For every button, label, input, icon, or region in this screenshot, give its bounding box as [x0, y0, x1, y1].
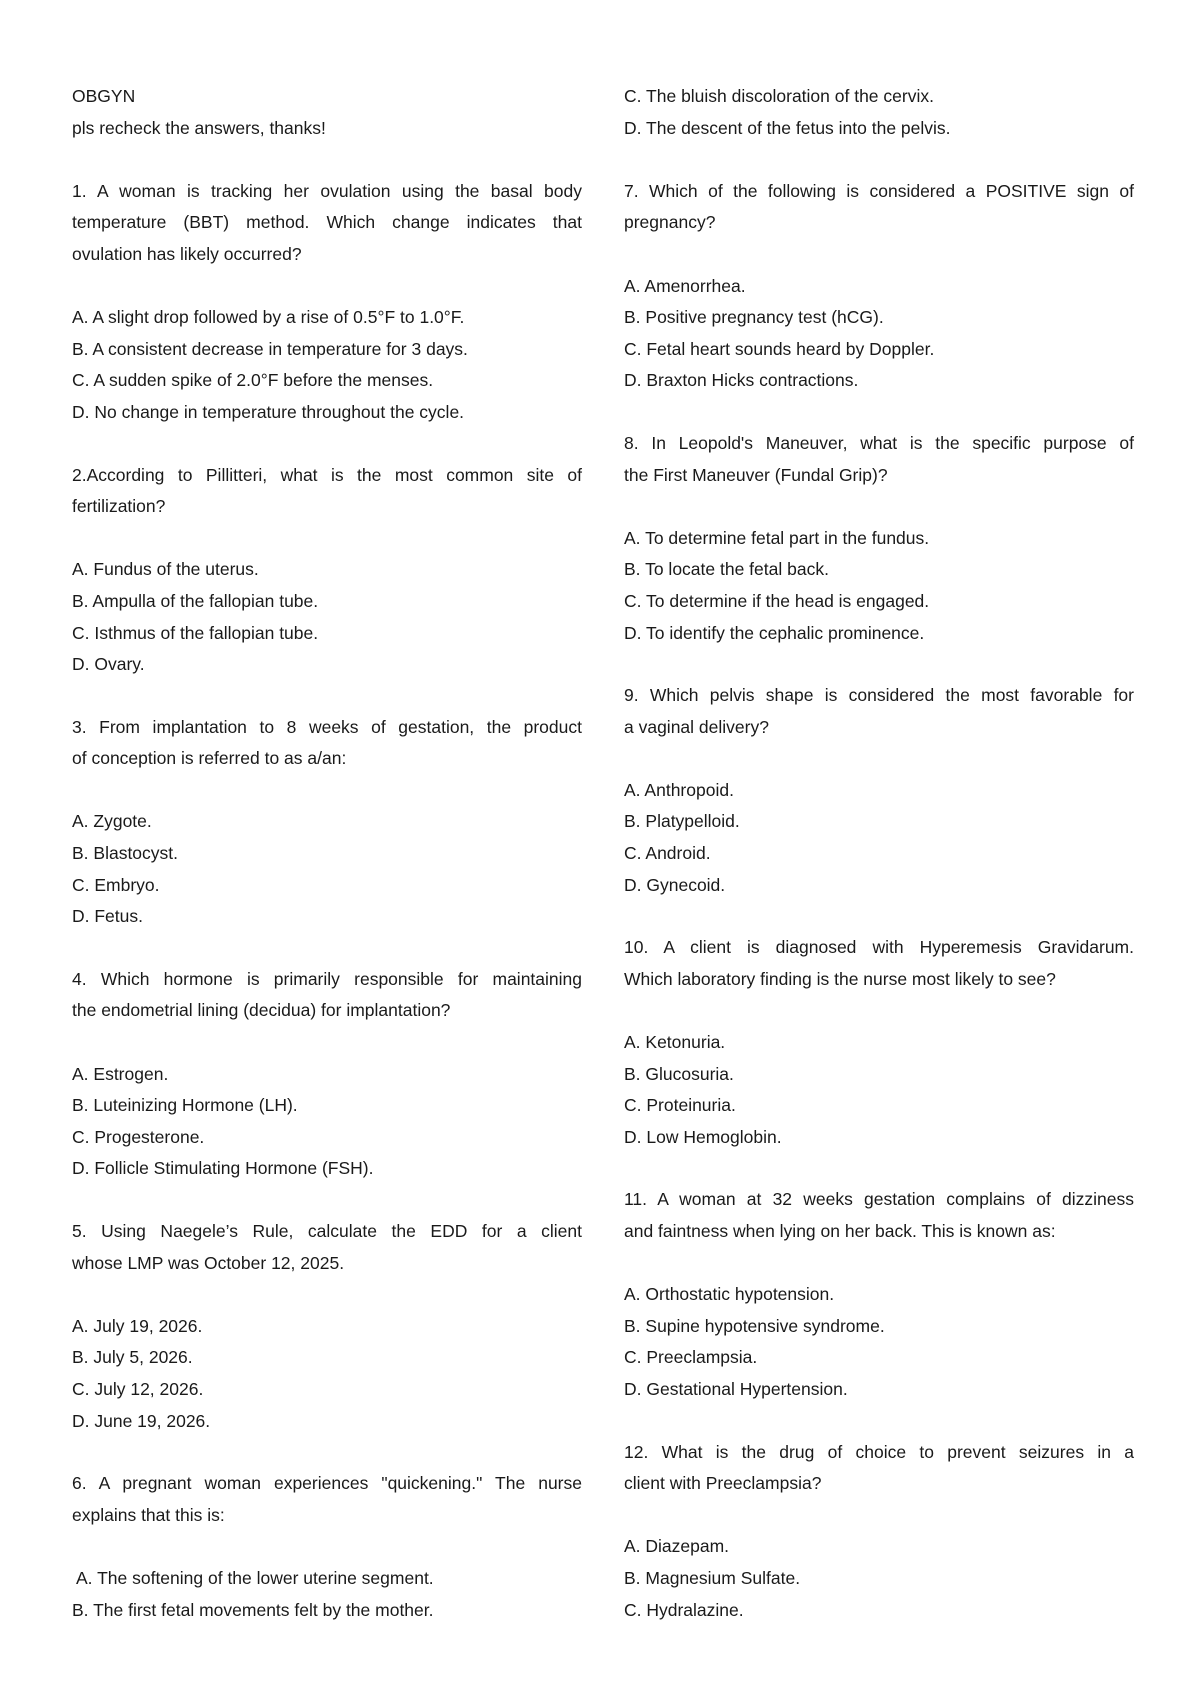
answer-option: A. Ketonuria. [624, 1032, 726, 1053]
right-column [624, 81, 1134, 1626]
answer-option: C. The bluish discoloration of the cervix. [624, 86, 934, 106]
answer-option: A. Fundus of the uterus. [72, 559, 259, 580]
answer-option: B. Positive pregnancy test (hCG). [624, 307, 884, 328]
answer-option: B. Ampulla of the fallopian tube. [72, 590, 319, 611]
answer-option: B. July 5, 2026. [72, 1347, 193, 1368]
answer-option: B. Blastocyst. [72, 843, 179, 864]
question-text: whose LMP was October 12, 2025. [72, 1252, 345, 1273]
answer-option: C. A sudden spike of 2.0°F before the menses. [72, 370, 434, 391]
question-text: 6. A pregnant woman experiences "quickening." The nurse [72, 1473, 582, 1494]
question-text: 7. Which of the following is considered a POSITIVE sign of [624, 180, 1134, 201]
answer-option: C. To determine if the head is engaged. [624, 590, 930, 611]
answer-option: C. July 12, 2026. [72, 1378, 204, 1399]
answer-option: C. Fetal heart sounds heard by Doppler. [624, 338, 935, 359]
question-3 [72, 712, 582, 775]
answer-option: C. Android. [624, 843, 711, 864]
answer-option: B. The first fetal movements felt by the mother. [72, 1599, 434, 1620]
question-text: 3. From implantation to 8 weeks of gestation, the product [72, 716, 582, 737]
question-text: 4. Which hormone is primarily responsible for maintaining [72, 968, 582, 989]
question-text: 12. What is the drug of choice to prevent seizures in a [624, 1441, 1134, 1462]
answer-option: C. Hydralazine. [624, 1599, 744, 1620]
left-column [72, 81, 582, 1626]
answer-option: A. July 19, 2026. [72, 1315, 203, 1336]
answer-option: B. Magnesium Sulfate. [624, 1567, 801, 1588]
answer-option: A. Diazepam. [624, 1536, 730, 1557]
answer-option: A. A slight drop followed by a rise of 0.5°F to 1.0°F. [72, 307, 465, 328]
question-text: 2.According to Pillitteri, what is the most common site of [72, 464, 582, 485]
answer-option: B. Platypelloid. [624, 811, 740, 832]
question-text: 11. A woman at 32 weeks gestation complains of dizziness [624, 1189, 1134, 1210]
answer-option: D. The descent of the fetus into the pelvis. [624, 117, 951, 138]
answer-option: C. Proteinuria. [624, 1095, 736, 1116]
answer-option: A. Anthropoid. [624, 779, 734, 800]
answer-option: A. Estrogen. [72, 1063, 169, 1084]
question-text: and faintness when lying on her back. This is known as: [624, 1221, 1056, 1241]
answer-option: B. Glucosuria. [624, 1063, 734, 1084]
question-6 [72, 1468, 582, 1531]
question-5 [72, 1216, 582, 1279]
answer-option: A. Orthostatic hypotension. [624, 1284, 835, 1305]
question-text: the First Maneuver (Fundal Grip)? [624, 464, 888, 485]
answer-option: D. Ovary. [72, 654, 145, 675]
question-text: pregnancy? [624, 212, 716, 233]
question-9 [624, 680, 1134, 743]
question-7 [624, 176, 1134, 239]
question-text: 5. Using Naegele’s Rule, calculate the EDD for a client [72, 1221, 582, 1241]
answer-option: D. Low Hemoglobin. [624, 1126, 782, 1147]
question-text: 8. In Leopold's Maneuver, what is the specific purpose of [624, 432, 1134, 453]
question-text: Which laboratory finding is the nurse most likely to see? [624, 968, 1056, 989]
answer-option: D. Gestational Hypertension. [624, 1378, 848, 1399]
answer-option: A. Zygote. [72, 811, 152, 832]
answer-option: B. To locate the fetal back. [624, 559, 829, 580]
question-text: the endometrial lining (decidua) for implantation? [72, 1000, 451, 1021]
answer-option: D. To identify the cephalic prominence. [624, 622, 925, 643]
answer-option: C. Progesterone. [72, 1126, 205, 1147]
answer-option: C. Embryo. [72, 874, 160, 895]
question-text: client with Preeclampsia? [624, 1473, 822, 1494]
document-title: OBGYN [72, 86, 136, 106]
answer-option: B. A consistent decrease in temperature for 3 days. [72, 338, 468, 359]
question-4 [72, 964, 582, 1027]
answer-option: A. The softening of the lower uterine segment. [76, 1567, 434, 1588]
question-text: of conception is referred to as a/an: [72, 748, 347, 769]
question-text: explains that this is: [72, 1504, 225, 1525]
answer-option: A. To determine fetal part in the fundus. [624, 527, 930, 548]
question-11 [624, 1184, 1134, 1247]
answer-option: C. Preeclampsia. [624, 1347, 758, 1368]
question-text: 10. A client is diagnosed with Hyperemesis Gravidarum. [624, 937, 1134, 958]
question-text: temperature (BBT) method. Which change indicates that [72, 212, 582, 233]
answer-option: D. Braxton Hicks contractions. [624, 370, 859, 391]
answer-option: D. Follicle Stimulating Hormone (FSH). [72, 1158, 374, 1179]
answer-option: B. Luteinizing Hormone (LH). [72, 1095, 298, 1116]
answer-option: D. Fetus. [72, 906, 143, 927]
question-8 [624, 428, 1134, 491]
answer-option: D. June 19, 2026. [72, 1410, 211, 1431]
question-text: ovulation has likely occurred? [72, 243, 302, 264]
question-1 [72, 176, 582, 271]
answer-option: D. Gynecoid. [624, 874, 726, 895]
answer-option: B. Supine hypotensive syndrome. [624, 1315, 885, 1336]
question-10 [624, 932, 1134, 995]
question-text: a vaginal delivery? [624, 716, 769, 737]
question-text: 9. Which pelvis shape is considered the most favorable for [624, 685, 1134, 706]
question-12 [624, 1437, 1134, 1500]
answer-option: A. Amenorrhea. [624, 275, 746, 296]
question-text: fertilization? [72, 496, 166, 517]
answer-option: D. No change in temperature throughout the cycle. [72, 401, 465, 422]
answer-option: C. Isthmus of the fallopian tube. [72, 622, 319, 643]
question-text: 1. A woman is tracking her ovulation using the basal body [72, 180, 582, 201]
document-note: pls recheck the answers, thanks! [72, 117, 326, 138]
question-2 [72, 460, 582, 523]
